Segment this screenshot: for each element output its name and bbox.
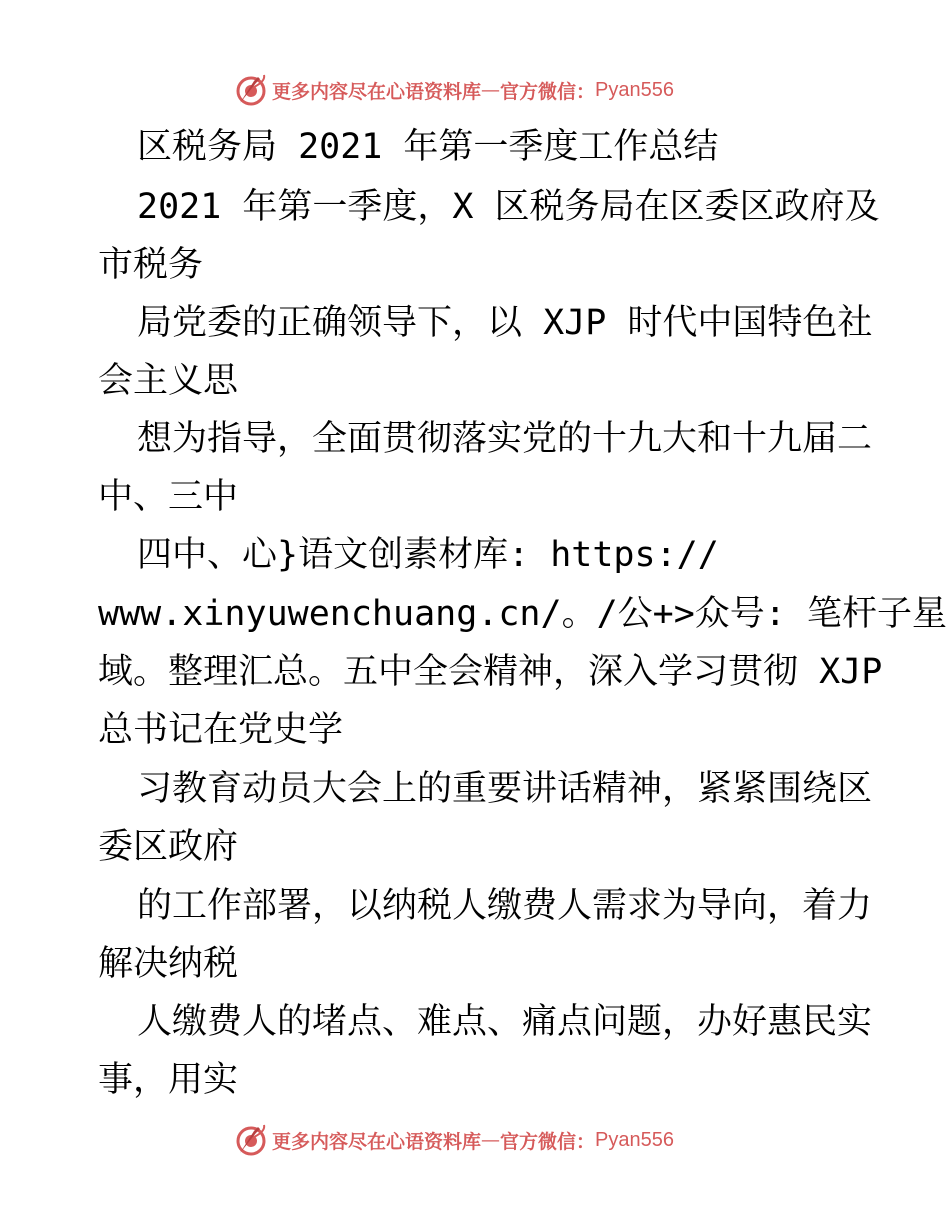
text-line: 四中、心}语文创素材库: https:// [137, 535, 719, 575]
banner-separator: — [481, 1129, 501, 1151]
text-line: 域。整理汇总。五中全会精神，深入学习贯彻 XJP [98, 652, 883, 692]
text-line: 中、三中 [98, 477, 239, 517]
text-line: 解决纳税 [98, 944, 239, 984]
text-line: 人缴费人的堵点、难点、痛点问题，办好惠民实 [137, 1002, 873, 1042]
document-title: 区税务局 2021 年第一季度工作总结 [137, 127, 719, 167]
banner-wechat-id: Pyan556 [595, 78, 674, 101]
text-line: 局党委的正确领导下，以 XJP 时代中国特色社 [137, 303, 873, 343]
banner-wechat-label: 官方微信： [500, 80, 596, 103]
banner-slogan: 更多内容尽在心语资料库 [272, 80, 482, 103]
banner-separator: — [481, 79, 501, 101]
text-line: 的工作部署，以纳税人缴费人需求为导向，着力 [137, 886, 873, 926]
header-banner [234, 72, 674, 108]
text-line: 会主义思 [98, 361, 239, 401]
text-line: 事，用实 [98, 1060, 239, 1100]
pen-nib-circle-icon [234, 73, 268, 107]
pen-nib-circle-icon [234, 1123, 268, 1157]
text-line: 市税务 [98, 245, 204, 285]
text-line: 委区政府 [98, 827, 239, 867]
banner-slogan: 更多内容尽在心语资料库 [272, 1130, 482, 1153]
footer-banner [234, 1122, 674, 1158]
text-line: 2021 年第一季度，X 区税务局在区委区政府及 [137, 187, 880, 227]
text-line: www.xinyuwenchuang.cn/。/公+>众号: 笔杆子星 [98, 594, 947, 634]
banner-wechat-id: Pyan556 [595, 1128, 674, 1151]
text-line: 想为指导，全面贯彻落实党的十九大和十九届二 [137, 419, 873, 459]
banner-wechat-label: 官方微信： [500, 1130, 596, 1153]
text-line: 习教育动员大会上的重要讲话精神，紧紧围绕区 [137, 769, 873, 809]
text-line: 总书记在党史学 [98, 710, 344, 750]
